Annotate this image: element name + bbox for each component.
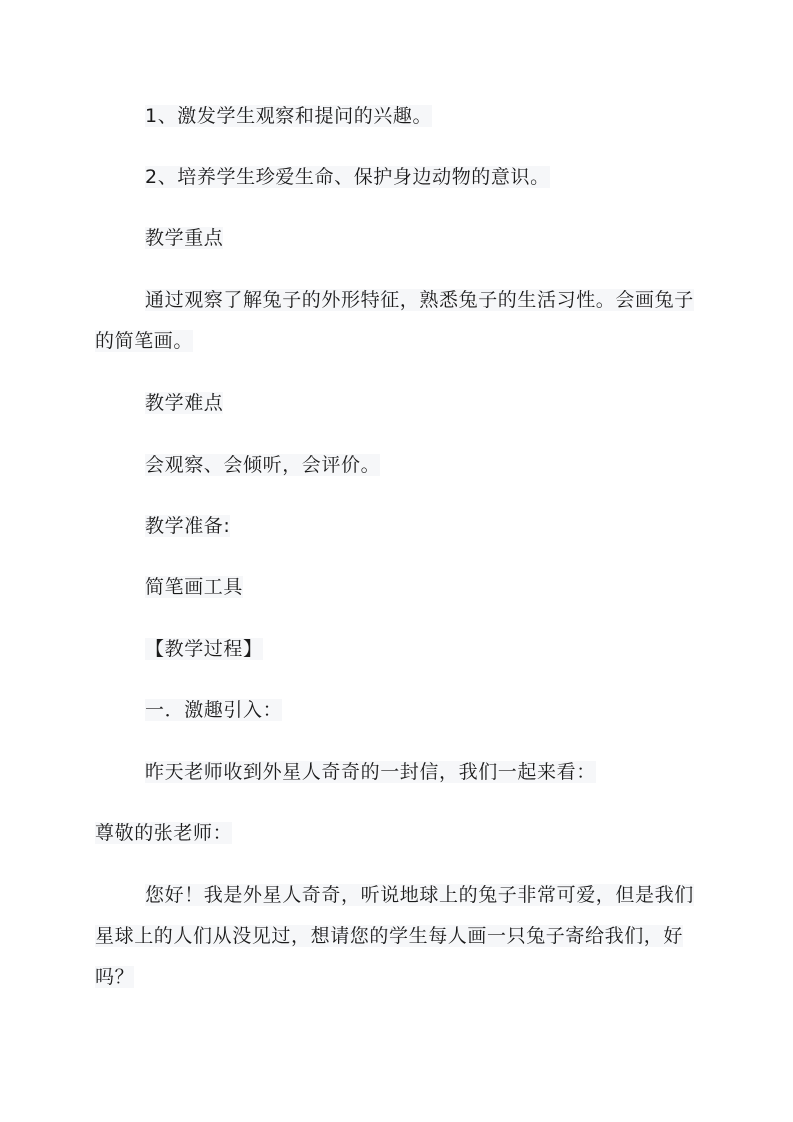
- letter-body: 您好！我是外星人奇奇，听说地球上的兔子非常可爱，但是我们星球上的人们从没见过，想请您的学生每人画一只兔子寄给我们，好吗？: [95, 884, 694, 988]
- section-intro-heading: 一．激趣引入：: [145, 699, 283, 721]
- letter-salutation: 尊敬的张老师：: [95, 822, 233, 844]
- heading-preparation: 教学准备:: [145, 515, 231, 537]
- goal-item-1: 1、激发学生观察和提问的兴趣。: [145, 105, 433, 127]
- heading-key-points: 教学重点: [145, 227, 224, 249]
- key-points-text: 通过观察了解兔子的外形特征，熟悉兔子的生活习性。会画兔子的简笔画。: [95, 289, 694, 352]
- preparation-text: 简笔画工具: [145, 576, 244, 598]
- heading-process: 【教学过程】: [145, 638, 263, 660]
- heading-difficulties: 教学难点: [145, 392, 224, 414]
- difficulties-text: 会观察、会倾听，会评价。: [145, 454, 381, 476]
- goal-item-2: 2、培养学生珍爱生命、保护身边动物的意识。: [145, 166, 550, 188]
- intro-text: 昨天老师收到外星人奇奇的一封信，我们一起来看：: [145, 761, 596, 783]
